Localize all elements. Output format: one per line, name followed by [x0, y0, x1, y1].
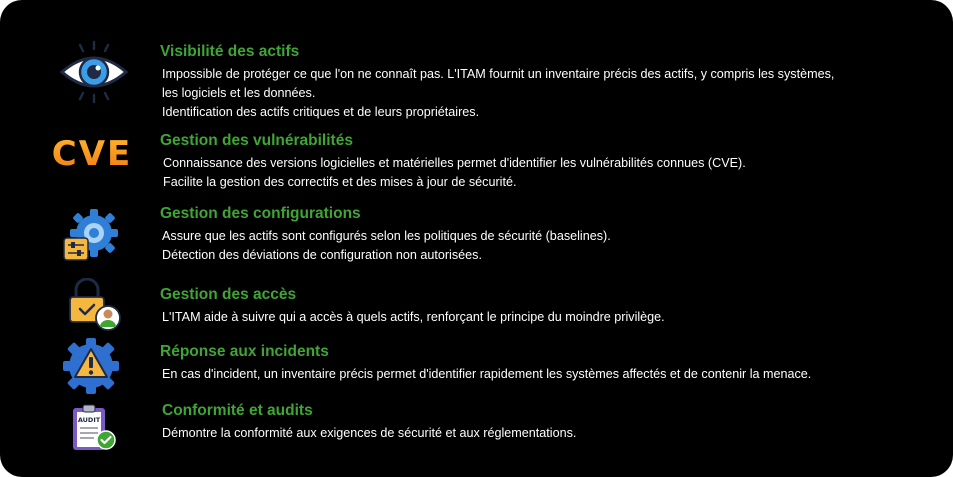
item-description: Assure que les actifs sont configurés selon les politiques de sécurité (baselines). Détection des déviations de configuration non autorisées. [162, 229, 611, 262]
item-title: Gestion des accès [160, 286, 297, 303]
audit-clipboard-icon [70, 404, 118, 452]
item-title: Gestion des configurations [160, 205, 361, 222]
eye-icon [58, 40, 130, 104]
item-description: Impossible de protéger ce que l'on ne connaît pas. L'ITAM fournit un inventaire précis des actifs, y compris les systèmes, les logiciels et les données. Identification des actifs critiques et de leurs propriétaires. [162, 67, 835, 119]
svg-text:AUDIT: AUDIT [77, 416, 101, 424]
item-description: Connaissance des versions logicielles et matérielles permet d'identifier les vulnérabilités connues (CVE). Facilite la gestion des correctifs et des mises à jour de sécurité. [163, 156, 746, 189]
padlock-user-icon [66, 278, 122, 332]
item-description: En cas d'incident, un inventaire précis permet d'identifier rapidement les systèmes affectés et de contenir la menace. [162, 367, 812, 381]
gear-settings-icon [62, 206, 120, 264]
svg-text:CVE: CVE [51, 134, 133, 172]
item-title: Gestion des vulnérabilités [160, 132, 353, 149]
item-title: Conformité et audits [162, 402, 313, 419]
warning-gear-icon [60, 337, 122, 395]
item-title: Visibilité des actifs [160, 43, 300, 60]
cve-logo-icon [40, 132, 144, 172]
item-description: L'ITAM aide à suivre qui a accès à quels actifs, renforçant le principe du moindre privilège. [162, 310, 665, 324]
item-title: Réponse aux incidents [160, 343, 329, 360]
item-description: Démontre la conformité aux exigences de sécurité et aux réglementations. [162, 426, 577, 440]
